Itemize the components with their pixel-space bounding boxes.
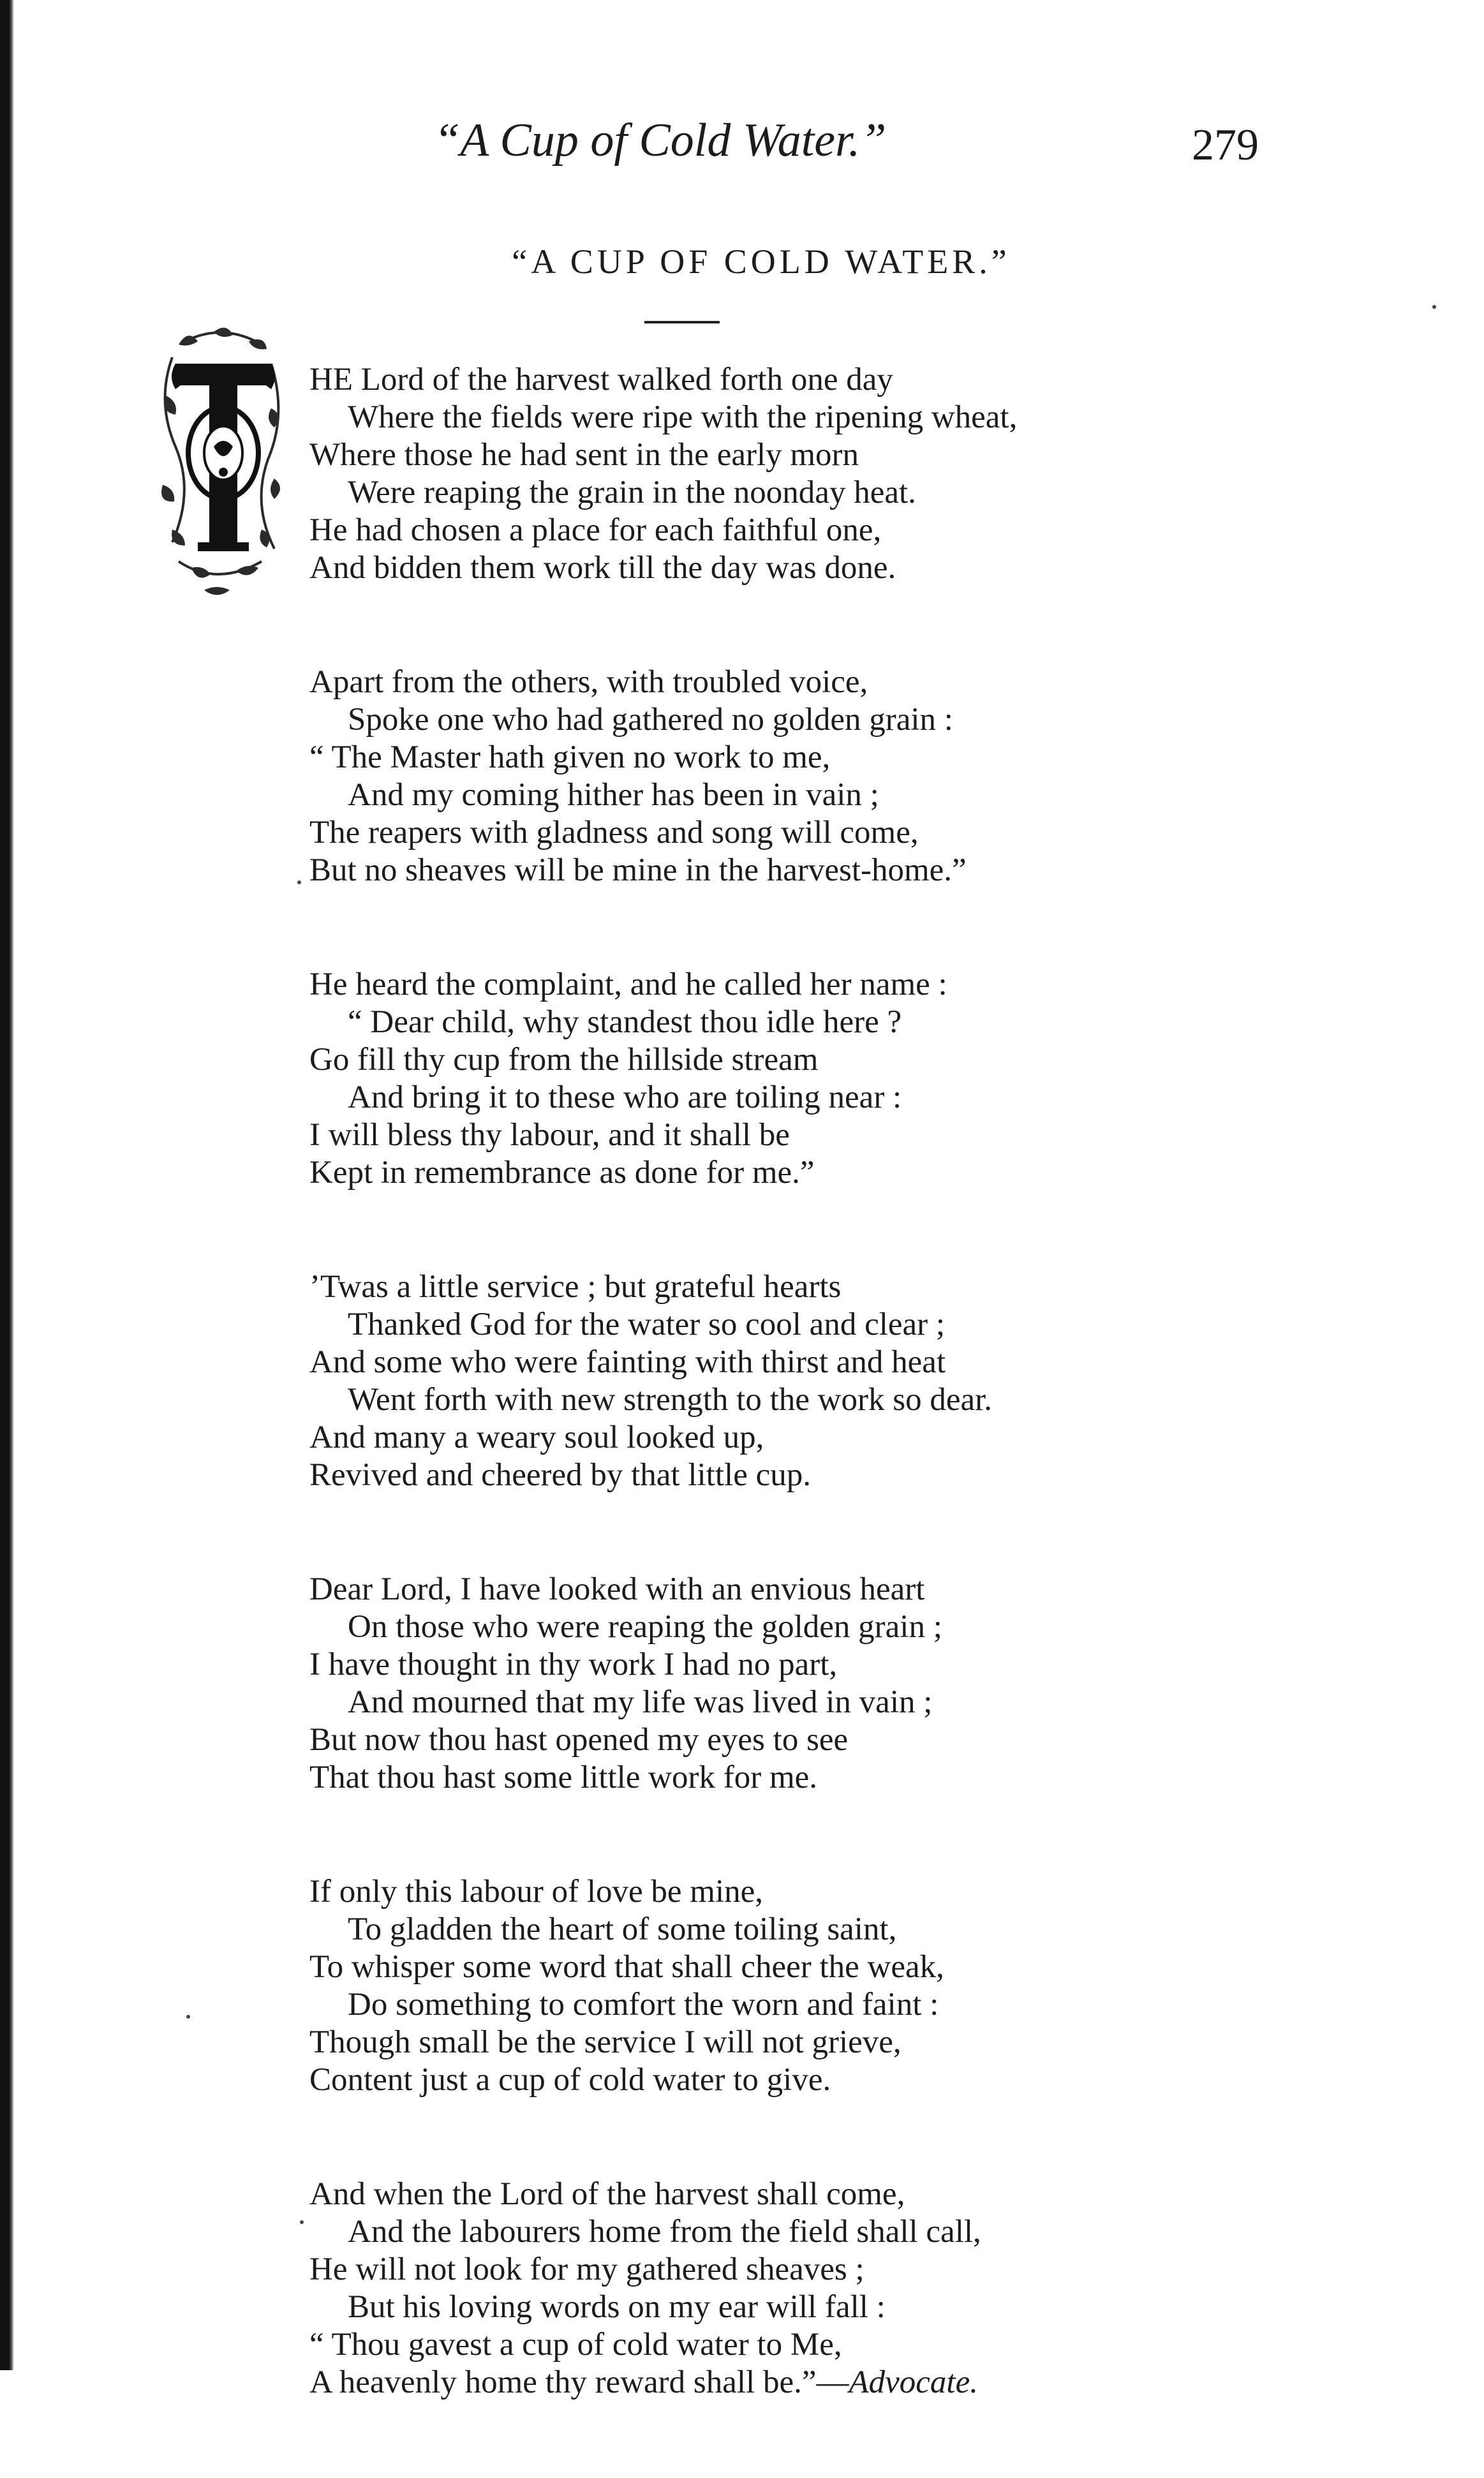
poem-line-text: He heard the complaint, and he called her name :	[309, 967, 947, 1002]
poem-line	[309, 966, 1458, 1004]
poem-line-text: And bring it to these who are toiling near :	[348, 1079, 902, 1115]
poem-line-text: If only this labour of love be mine,	[309, 1874, 764, 1910]
poem-line-text: And the labourers home from the field shall call,	[348, 2214, 981, 2250]
poem-line	[309, 2213, 1458, 2251]
ornamental-drop-cap-t	[153, 319, 290, 603]
stanza	[309, 1571, 1458, 1797]
poem-line-text: And my coming hither has been in vain ;	[348, 777, 879, 813]
poem-line	[309, 664, 1458, 701]
poem-line-text: He had chosen a place for each faithful one,	[309, 512, 882, 548]
poem-line-text: I will bless thy labour, and it shall be	[309, 1117, 790, 1153]
poem-line-text: “ The Master hath given no work to me,	[309, 739, 831, 775]
poem-line	[309, 2024, 1458, 2061]
poem-line-text: Thanked God for the water so cool and clear ;	[348, 1307, 946, 1342]
poem-line-text: He will not look for my gathered sheaves ;	[309, 2252, 864, 2287]
poem-line	[309, 1608, 1458, 1646]
stanza	[309, 1268, 1458, 1494]
poem-line	[309, 776, 1458, 814]
poem-line	[309, 549, 1458, 587]
drop-cap-ornament-icon	[153, 319, 290, 603]
poem-line-text: Dear Lord, I have looked with an envious heart	[309, 1571, 925, 1607]
poem-line-text: “ Thou gavest a cup of cold water to Me,	[309, 2327, 842, 2363]
poem-line	[309, 2289, 1458, 2326]
poem-line	[309, 1721, 1458, 1759]
stray-ink-dot	[1432, 305, 1436, 309]
poem-line	[309, 1759, 1458, 1797]
poem-line	[309, 701, 1458, 739]
poem-line	[309, 1911, 1458, 1948]
poem-line	[309, 1646, 1458, 1684]
stray-ink-dot	[300, 2220, 304, 2224]
poem-line-text: But no sheaves will be mine in the harvest-home.”	[309, 852, 967, 888]
poem-line-text: Go fill thy cup from the hillside stream	[309, 1042, 819, 1078]
poem-title: “A CUP OF COLD WATER.”	[512, 242, 1011, 281]
poem-line-text: And some who were fainting with thirst and heat	[309, 1344, 946, 1380]
poem-line	[309, 1986, 1458, 2024]
poem-line-text: Content just a cup of cold water to give.	[309, 2062, 831, 2098]
poem-line	[309, 399, 1458, 436]
poem-line	[309, 852, 1458, 889]
page-binding-edge	[0, 0, 14, 2370]
poem-line-text: To gladden the heart of some toiling saint,	[348, 1911, 897, 1947]
poem-line-text: On those who were reaping the golden grain ;	[348, 1609, 942, 1645]
poem-line-text: That thou hast some little work for me.	[309, 1760, 818, 1795]
running-head	[0, 108, 1484, 172]
stanza	[309, 1873, 1458, 2099]
poem-line	[309, 1381, 1458, 1419]
poem-line-text: Kept in remembrance as done for me.”	[309, 1155, 815, 1191]
poem-line	[309, 2364, 1458, 2401]
poem-line	[309, 474, 1458, 512]
poem-line-text: ’Twas a little service ; but grateful hearts	[309, 1269, 842, 1305]
stanza	[309, 664, 1458, 889]
poem-line	[309, 2061, 1458, 2099]
poem-line	[309, 1306, 1458, 1344]
poem-line-text: But now thou hast opened my eyes to see	[309, 1722, 849, 1758]
poem-line-text: And when the Lord of the harvest shall come,	[309, 2176, 905, 2212]
poem-line	[309, 2251, 1458, 2289]
poem-line	[309, 814, 1458, 852]
poem-line	[309, 1268, 1458, 1306]
poem-line-text: A heavenly home thy reward shall be.”—	[309, 2364, 849, 2400]
poem-line	[309, 1154, 1458, 1192]
poem-line	[309, 1419, 1458, 1457]
poem-line	[309, 1873, 1458, 1911]
title-rule	[644, 321, 720, 323]
poem-line	[309, 2176, 1458, 2213]
poem-line-text: HE Lord of the harvest walked forth one day	[309, 362, 893, 397]
poem-line-text: And many a weary soul looked up,	[309, 1420, 764, 1455]
poem-line	[309, 1571, 1458, 1608]
stanza	[309, 2176, 1458, 2401]
poem-line-text: Were reaping the grain in the noonday heat.	[348, 475, 916, 510]
poem-line-text: But his loving words on my ear will fall :	[348, 2289, 886, 2325]
poem-line	[309, 512, 1458, 549]
poem-line	[309, 1079, 1458, 1117]
poem-line	[309, 739, 1458, 776]
source-attribution: Advocate.	[849, 2364, 978, 2400]
stray-ink-dot	[186, 2015, 190, 2019]
poem-body	[309, 361, 1458, 2478]
poem-line-text: I have thought in thy work I had no part,	[309, 1647, 838, 1682]
stanza	[309, 361, 1458, 587]
poem-line-text: Do something to comfort the worn and faint :	[348, 1987, 939, 2022]
poem-line	[309, 1457, 1458, 1494]
poem-line	[309, 436, 1458, 474]
poem-line-text: Though small be the service I will not grieve,	[309, 2024, 902, 2060]
poem-line	[309, 1117, 1458, 1154]
poem-line-text: Apart from the others, with troubled voice,	[309, 664, 868, 700]
poem-line	[309, 1041, 1458, 1079]
poem-line-text: Revived and cheered by that little cup.	[309, 1457, 811, 1493]
poem-line	[309, 1344, 1458, 1381]
poem-line	[309, 2326, 1458, 2364]
page-number: 279	[1192, 121, 1259, 170]
poem-line-text: To whisper some word that shall cheer the weak,	[309, 1949, 944, 1985]
poem-line-text: And mourned that my life was lived in vain ;	[348, 1684, 933, 1720]
poem-line-text: Spoke one who had gathered no golden grain :	[348, 702, 953, 738]
running-title: “A Cup of Cold Water.”	[434, 114, 887, 167]
poem-line	[309, 361, 1458, 399]
poem-line-text: And bidden them work till the day was done.	[309, 550, 896, 586]
poem-line	[309, 1004, 1458, 1041]
poem-line-text: Where the fields were ripe with the ripening wheat,	[348, 399, 1018, 435]
poem-line-text: The reapers with gladness and song will come,	[309, 815, 919, 850]
stray-ink-dot	[297, 880, 301, 884]
poem-line-text: Where those he had sent in the early morn	[309, 437, 859, 473]
poem-line	[309, 1948, 1458, 1986]
stanza	[309, 966, 1458, 1192]
poem-line-text: Went forth with new strength to the work so dear.	[348, 1382, 993, 1418]
poem-line	[309, 1684, 1458, 1721]
poem-line-text: “ Dear child, why standest thou idle here ?	[348, 1004, 902, 1040]
